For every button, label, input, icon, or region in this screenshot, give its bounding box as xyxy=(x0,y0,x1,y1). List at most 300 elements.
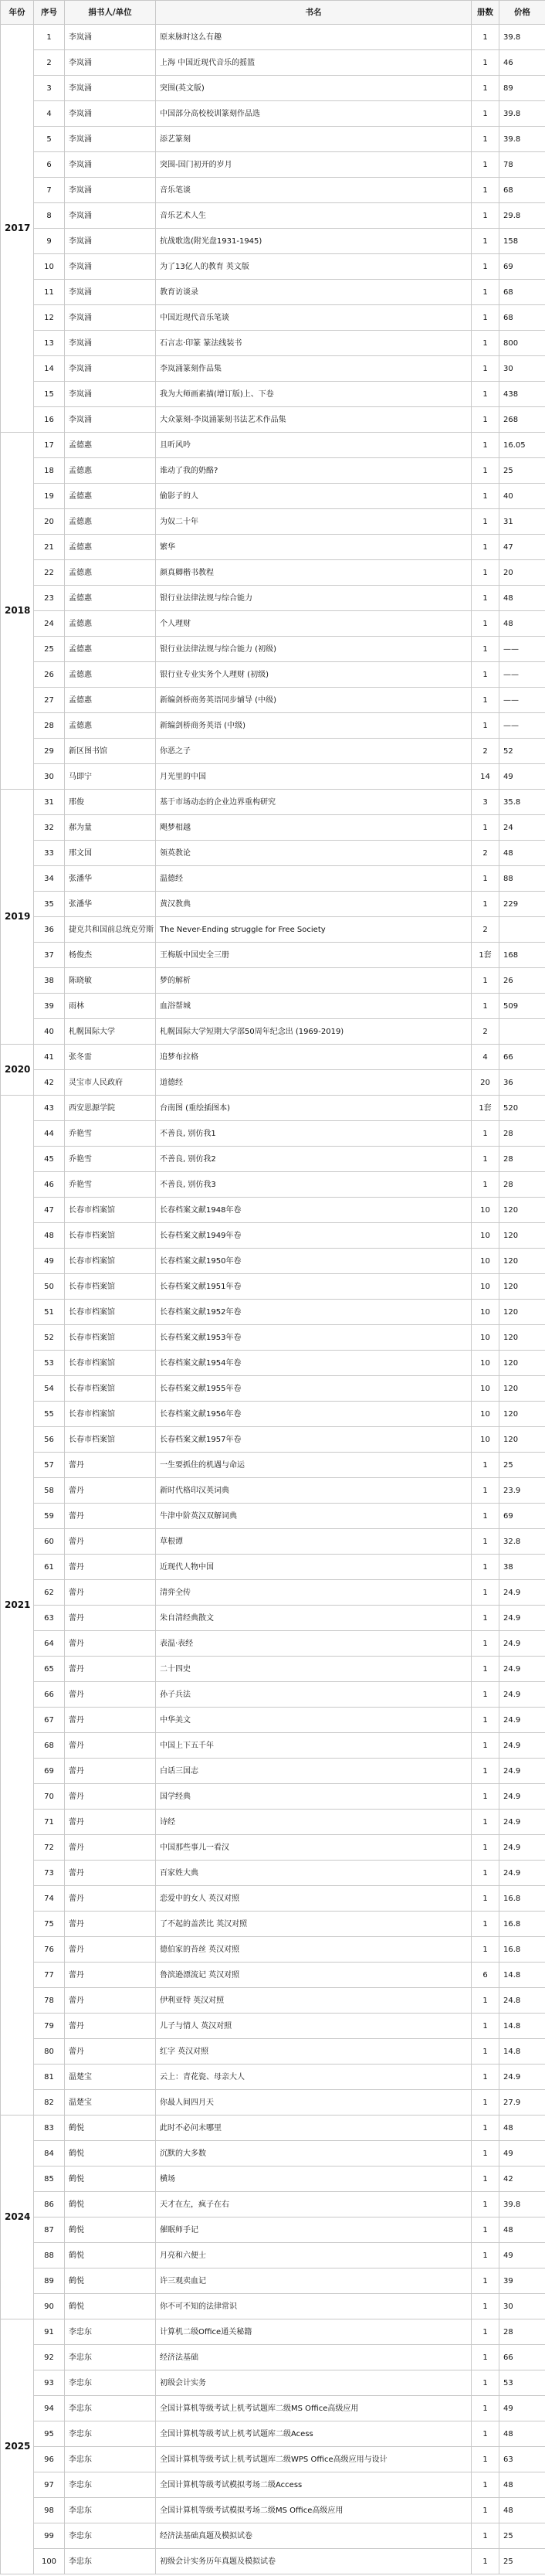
table-row xyxy=(1,611,545,637)
book-title-cell: 不善良, 别仿我2 xyxy=(156,1147,472,1172)
price-cell: 120 xyxy=(499,1402,545,1427)
price-cell: 35.8 xyxy=(499,790,545,815)
table-row xyxy=(1,1019,545,1045)
book-title-cell: 清弈全传 xyxy=(156,1580,472,1606)
row-no-cell: 26 xyxy=(34,662,65,688)
book-title-cell: 教育访谈录 xyxy=(156,280,472,305)
price-cell: 25 xyxy=(499,2523,545,2549)
table-row xyxy=(1,1096,545,1121)
price-cell: 39.8 xyxy=(499,2192,545,2217)
book-title-cell: 道德经 xyxy=(156,1070,472,1096)
book-title-cell: 全国计算机等级考试模拟考场二级MS Office高级应用 xyxy=(156,2498,472,2523)
price-cell: 49 xyxy=(499,2243,545,2268)
donor-cell: 鹤悦 xyxy=(65,2116,156,2141)
table-row xyxy=(1,1300,545,1325)
quantity-cell: 1 xyxy=(472,305,499,331)
table-row xyxy=(1,152,545,178)
donor-cell: 蕾丹 xyxy=(65,1759,156,1784)
row-no-cell: 77 xyxy=(34,1963,65,1988)
row-no-cell: 41 xyxy=(34,1045,65,1070)
donor-cell: 邢俊 xyxy=(65,790,156,815)
book-title-cell: 长春档案文献1955年卷 xyxy=(156,1376,472,1402)
book-title-cell: 朱自清经典散文 xyxy=(156,1606,472,1631)
book-title-cell: 札幌国际大学短期大学部50周年纪念出 (1969-2019) xyxy=(156,1019,472,1045)
price-cell: 229 xyxy=(499,892,545,917)
book-title-cell: 伊利亚特 英汉对照 xyxy=(156,1988,472,2014)
row-no-cell: 17 xyxy=(34,433,65,458)
table-row xyxy=(1,560,545,586)
row-no-cell: 3 xyxy=(34,76,65,101)
table-row xyxy=(1,331,545,356)
quantity-cell: 1 xyxy=(472,713,499,739)
donor-cell: 孟德惠 xyxy=(65,713,156,739)
donor-cell: 李忠东 xyxy=(65,2370,156,2396)
donor-cell: 李岚涌 xyxy=(65,203,156,229)
table-row xyxy=(1,2294,545,2319)
price-cell: 24.9 xyxy=(499,1759,545,1784)
price-cell: 438 xyxy=(499,382,545,407)
book-title-cell: 追梦布拉格 xyxy=(156,1045,472,1070)
price-cell: 68 xyxy=(499,305,545,331)
price-cell: 120 xyxy=(499,1325,545,1351)
table-row xyxy=(1,764,545,790)
donor-cell: 孟德惠 xyxy=(65,509,156,535)
price-cell: 24.9 xyxy=(499,1784,545,1810)
book-title-cell: 长春档案文献1953年卷 xyxy=(156,1325,472,1351)
quantity-cell: 3 xyxy=(472,790,499,815)
price-cell: 24.9 xyxy=(499,1708,545,1733)
price-cell: 509 xyxy=(499,994,545,1019)
price-cell: 49 xyxy=(499,2396,545,2421)
price-cell: —— xyxy=(499,688,545,713)
donor-cell: 长春市档案馆 xyxy=(65,1402,156,1427)
table-row xyxy=(1,1504,545,1529)
donor-cell: 鹤悦 xyxy=(65,2166,156,2192)
row-no-cell: 71 xyxy=(34,1810,65,1835)
book-title-cell: 二十四史 xyxy=(156,1657,472,1682)
price-cell: 520 xyxy=(499,1096,545,1121)
year-cell: 2018 xyxy=(1,433,34,790)
price-cell: 36 xyxy=(499,1070,545,1096)
quantity-cell: 1 xyxy=(472,229,499,254)
donor-cell: 灵宝市人民政府 xyxy=(65,1070,156,1096)
donor-cell: 李忠东 xyxy=(65,2345,156,2370)
price-cell: 14.8 xyxy=(499,2014,545,2039)
book-title-cell: 新编剑桥商务英语同步辅导 (中级) xyxy=(156,688,472,713)
row-no-cell: 50 xyxy=(34,1274,65,1300)
price-cell: 48 xyxy=(499,2116,545,2141)
price-cell: 28 xyxy=(499,1121,545,1147)
quantity-cell: 2 xyxy=(472,739,499,764)
table-row xyxy=(1,382,545,407)
book-title-cell: 黄汉教典 xyxy=(156,892,472,917)
header-row xyxy=(1,1,545,25)
table-row xyxy=(1,535,545,560)
price-cell: 49 xyxy=(499,2141,545,2166)
year-cell: 2017 xyxy=(1,25,34,433)
table-row xyxy=(1,2345,545,2370)
quantity-cell: 1套 xyxy=(472,943,499,968)
quantity-cell: 1 xyxy=(472,1912,499,1937)
price-cell: 24.9 xyxy=(499,1733,545,1759)
quantity-cell: 1 xyxy=(472,2243,499,2268)
table-row xyxy=(1,2039,545,2065)
table-row xyxy=(1,2141,545,2166)
book-title-cell: 飓梦相越 xyxy=(156,815,472,841)
table-row xyxy=(1,2396,545,2421)
row-no-cell: 31 xyxy=(34,790,65,815)
donor-cell: 孟德惠 xyxy=(65,662,156,688)
quantity-cell: 1 xyxy=(472,1580,499,1606)
table-row xyxy=(1,790,545,815)
row-no-cell: 49 xyxy=(34,1249,65,1274)
table-row xyxy=(1,2549,545,2574)
donor-cell: 蕾丹 xyxy=(65,1453,156,1478)
donor-cell: 蕾丹 xyxy=(65,1810,156,1835)
row-no-cell: 25 xyxy=(34,637,65,662)
row-no-cell: 67 xyxy=(34,1708,65,1733)
row-no-cell: 44 xyxy=(34,1121,65,1147)
donor-cell: 李岚涌 xyxy=(65,356,156,382)
price-cell: 16.8 xyxy=(499,1912,545,1937)
donor-cell: 鹤悦 xyxy=(65,2192,156,2217)
book-title-cell: 云上：青花瓷、母亲大人 xyxy=(156,2065,472,2090)
quantity-cell: 1 xyxy=(472,178,499,203)
row-no-cell: 24 xyxy=(34,611,65,637)
table-row xyxy=(1,586,545,611)
donor-cell: 鹤悦 xyxy=(65,2243,156,2268)
donor-cell: 孟德惠 xyxy=(65,688,156,713)
row-no-cell: 27 xyxy=(34,688,65,713)
price-cell: 32.8 xyxy=(499,1529,545,1555)
book-title-cell: 表温·表经 xyxy=(156,1631,472,1657)
donor-cell: 蕾丹 xyxy=(65,2039,156,2065)
row-no-cell: 89 xyxy=(34,2268,65,2294)
donor-cell: 鹤悦 xyxy=(65,2217,156,2243)
donor-cell: 长春市档案馆 xyxy=(65,1198,156,1223)
book-title-cell: 石言志·印篆 篆法线装书 xyxy=(156,331,472,356)
table-row xyxy=(1,2421,545,2447)
table-row xyxy=(1,968,545,994)
book-title-cell: 血浴帮城 xyxy=(156,994,472,1019)
quantity-cell: 10 xyxy=(472,1223,499,1249)
year-cell: 2024 xyxy=(1,2116,34,2319)
quantity-cell: 1 xyxy=(472,560,499,586)
donor-cell: 蕾丹 xyxy=(65,1555,156,1580)
donor-cell: 蕾丹 xyxy=(65,1708,156,1733)
quantity-cell: 1 xyxy=(472,1886,499,1912)
book-title-cell: 繁华 xyxy=(156,535,472,560)
book-title-cell: 台南图 (重绘插图本) xyxy=(156,1096,472,1121)
quantity-cell: 1 xyxy=(472,25,499,50)
quantity-cell: 1 xyxy=(472,2447,499,2472)
book-title-cell: 新编剑桥商务英语 (中级) xyxy=(156,713,472,739)
row-no-cell: 78 xyxy=(34,1988,65,2014)
row-no-cell: 94 xyxy=(34,2396,65,2421)
price-cell: —— xyxy=(499,662,545,688)
book-title-cell: 此时不必问未哪里 xyxy=(156,2116,472,2141)
table-row xyxy=(1,1937,545,1963)
book-title-cell: 你不可不知的法律常识 xyxy=(156,2294,472,2319)
book-title-cell: 不善良, 别仿我3 xyxy=(156,1172,472,1198)
book-title-cell: 红字 英汉对照 xyxy=(156,2039,472,2065)
quantity-cell: 1 xyxy=(472,866,499,892)
quantity-cell: 1 xyxy=(472,1504,499,1529)
table-row xyxy=(1,1402,545,1427)
book-title-cell: 大众篆刻-李岚涌篆刻书法艺术作品集 xyxy=(156,407,472,433)
table-row xyxy=(1,203,545,229)
price-cell: 28 xyxy=(499,1172,545,1198)
quantity-cell: 1 xyxy=(472,1529,499,1555)
table-row xyxy=(1,1580,545,1606)
donor-cell: 长春市档案馆 xyxy=(65,1300,156,1325)
donor-cell: 长春市档案馆 xyxy=(65,1376,156,1402)
book-title-cell: 计算机二级Office通关秘籍 xyxy=(156,2319,472,2345)
price-cell: 27.9 xyxy=(499,2090,545,2116)
donor-cell: 蕾丹 xyxy=(65,1937,156,1963)
quantity-cell: 1 xyxy=(472,509,499,535)
donor-cell: 李忠东 xyxy=(65,2447,156,2472)
book-title-cell: 全国计算机等级考试模拟考场二级Access xyxy=(156,2472,472,2498)
row-no-cell: 69 xyxy=(34,1759,65,1784)
row-no-cell: 83 xyxy=(34,2116,65,2141)
price-cell: 25 xyxy=(499,2549,545,2574)
table-row xyxy=(1,280,545,305)
table-row xyxy=(1,1657,545,1682)
donor-cell: 蕾丹 xyxy=(65,1733,156,1759)
header-year: 年份 xyxy=(1,1,34,25)
price-cell: 120 xyxy=(499,1427,545,1453)
quantity-cell: 1 xyxy=(472,1988,499,2014)
donor-cell: 孟德惠 xyxy=(65,458,156,484)
table-row xyxy=(1,994,545,1019)
donor-cell: 长春市档案馆 xyxy=(65,1249,156,1274)
donor-cell: 郝为量 xyxy=(65,815,156,841)
price-cell: 48 xyxy=(499,2421,545,2447)
table-row xyxy=(1,1121,545,1147)
quantity-cell: 1 xyxy=(472,688,499,713)
table-row xyxy=(1,739,545,764)
donor-cell: 李岚涌 xyxy=(65,305,156,331)
row-no-cell: 28 xyxy=(34,713,65,739)
donor-cell: 长春市档案馆 xyxy=(65,1223,156,1249)
table-row xyxy=(1,1733,545,1759)
table-row xyxy=(1,1351,545,1376)
donor-cell: 张潘华 xyxy=(65,892,156,917)
row-no-cell: 74 xyxy=(34,1886,65,1912)
row-no-cell: 40 xyxy=(34,1019,65,1045)
price-cell: 16.05 xyxy=(499,433,545,458)
quantity-cell: 10 xyxy=(472,1376,499,1402)
row-no-cell: 76 xyxy=(34,1937,65,1963)
quantity-cell: 4 xyxy=(472,1045,499,1070)
year-cell: 2025 xyxy=(1,2319,34,2574)
donor-cell: 蕾丹 xyxy=(65,1912,156,1937)
row-no-cell: 52 xyxy=(34,1325,65,1351)
table-row xyxy=(1,1453,545,1478)
donor-cell: 蕾丹 xyxy=(65,2014,156,2039)
table-row xyxy=(1,1172,545,1198)
row-no-cell: 54 xyxy=(34,1376,65,1402)
quantity-cell: 1 xyxy=(472,280,499,305)
donor-cell: 李岚涌 xyxy=(65,76,156,101)
table-row xyxy=(1,50,545,76)
donor-cell: 长春市档案馆 xyxy=(65,1325,156,1351)
row-no-cell: 15 xyxy=(34,382,65,407)
price-cell: 68 xyxy=(499,280,545,305)
quantity-cell: 1 xyxy=(472,2141,499,2166)
table-row xyxy=(1,917,545,943)
price-cell: 14.8 xyxy=(499,1963,545,1988)
book-title-cell: 长春档案文献1949年卷 xyxy=(156,1223,472,1249)
row-no-cell: 5 xyxy=(34,127,65,152)
price-cell: 800 xyxy=(499,331,545,356)
donor-cell: 乔艳雪 xyxy=(65,1121,156,1147)
book-title-cell: 百家姓大典 xyxy=(156,1861,472,1886)
table-row xyxy=(1,2192,545,2217)
row-no-cell: 85 xyxy=(34,2166,65,2192)
quantity-cell: 1 xyxy=(472,407,499,433)
row-no-cell: 88 xyxy=(34,2243,65,2268)
price-cell: 20 xyxy=(499,560,545,586)
donor-cell: 李岚涌 xyxy=(65,152,156,178)
price-cell: 39.8 xyxy=(499,25,545,50)
price-cell: 49 xyxy=(499,764,545,790)
row-no-cell: 18 xyxy=(34,458,65,484)
book-title-cell: 沉默的大多数 xyxy=(156,2141,472,2166)
price-cell: 24.9 xyxy=(499,1606,545,1631)
donor-cell: 李忠东 xyxy=(65,2396,156,2421)
donor-cell: 李岚涌 xyxy=(65,101,156,127)
donor-cell: 鹤悦 xyxy=(65,2268,156,2294)
row-no-cell: 9 xyxy=(34,229,65,254)
quantity-cell: 1 xyxy=(472,356,499,382)
quantity-cell: 1 xyxy=(472,1861,499,1886)
book-title-cell: 国学经典 xyxy=(156,1784,472,1810)
price-cell: —— xyxy=(499,637,545,662)
book-title-cell: 上海 中国近现代音乐的摇篮 xyxy=(156,50,472,76)
row-no-cell: 93 xyxy=(34,2370,65,2396)
donor-cell: 捷克共和国前总统克劳斯 xyxy=(65,917,156,943)
book-title-cell: 中华美文 xyxy=(156,1708,472,1733)
book-title-cell: The Never-Ending struggle for Free Society xyxy=(156,917,472,943)
table-row xyxy=(1,1045,545,1070)
book-title-cell: 全国计算机等级考试上机考试题库二级WPS Office高级应用与设计 xyxy=(156,2447,472,2472)
row-no-cell: 79 xyxy=(34,2014,65,2039)
donor-cell: 李岚涌 xyxy=(65,50,156,76)
price-cell: 24.9 xyxy=(499,2065,545,2090)
quantity-cell: 1 xyxy=(472,1835,499,1861)
book-title-cell: 天才在左，疯子在右 xyxy=(156,2192,472,2217)
row-no-cell: 14 xyxy=(34,356,65,382)
donor-cell: 李忠东 xyxy=(65,2523,156,2549)
quantity-cell: 1 xyxy=(472,152,499,178)
row-no-cell: 100 xyxy=(34,2549,65,2574)
price-cell: 39.8 xyxy=(499,101,545,127)
price-cell: 120 xyxy=(499,1351,545,1376)
year-cell: 2019 xyxy=(1,790,34,1045)
donor-cell: 孟德惠 xyxy=(65,637,156,662)
book-title-cell: 白话三国志 xyxy=(156,1759,472,1784)
quantity-cell: 1 xyxy=(472,637,499,662)
book-title-cell: 中国那些事儿一看汉 xyxy=(156,1835,472,1861)
row-no-cell: 70 xyxy=(34,1784,65,1810)
book-title-cell: 长春档案文献1956年卷 xyxy=(156,1402,472,1427)
row-no-cell: 55 xyxy=(34,1402,65,1427)
price-cell: 120 xyxy=(499,1249,545,1274)
row-no-cell: 99 xyxy=(34,2523,65,2549)
table-row xyxy=(1,1886,545,1912)
book-title-cell: 温德经 xyxy=(156,866,472,892)
price-cell: 23.9 xyxy=(499,1478,545,1504)
book-title-cell: 基于市场动态的企业边界重构研究 xyxy=(156,790,472,815)
donor-cell: 长春市档案馆 xyxy=(65,1427,156,1453)
donor-cell: 孟德惠 xyxy=(65,433,156,458)
row-no-cell: 96 xyxy=(34,2447,65,2472)
quantity-cell: 1 xyxy=(472,2549,499,2574)
book-title-cell: 银行业专业实务个人理财 (初级) xyxy=(156,662,472,688)
row-no-cell: 23 xyxy=(34,586,65,611)
quantity-cell: 1套 xyxy=(472,1096,499,1121)
table-row xyxy=(1,2065,545,2090)
row-no-cell: 51 xyxy=(34,1300,65,1325)
row-no-cell: 34 xyxy=(34,866,65,892)
donor-cell: 孟德惠 xyxy=(65,586,156,611)
quantity-cell: 10 xyxy=(472,1427,499,1453)
price-cell: 39 xyxy=(499,2268,545,2294)
quantity-cell: 1 xyxy=(472,815,499,841)
book-title-cell: 长春档案文献1954年卷 xyxy=(156,1351,472,1376)
book-title-cell: 抗战歌选(附光盘1931-1945) xyxy=(156,229,472,254)
row-no-cell: 59 xyxy=(34,1504,65,1529)
table-row xyxy=(1,2472,545,2498)
book-title-cell: 音乐笔谈 xyxy=(156,178,472,203)
row-no-cell: 64 xyxy=(34,1631,65,1657)
price-cell: 29.8 xyxy=(499,203,545,229)
book-title-cell: 全国计算机等级考试上机考试题库二级MS Office高级应用 xyxy=(156,2396,472,2421)
row-no-cell: 53 xyxy=(34,1351,65,1376)
row-no-cell: 73 xyxy=(34,1861,65,1886)
donor-cell: 雨林 xyxy=(65,994,156,1019)
book-title-cell: 牛津中阶英汉双解词典 xyxy=(156,1504,472,1529)
quantity-cell: 10 xyxy=(472,1249,499,1274)
table-row xyxy=(1,2498,545,2523)
quantity-cell: 1 xyxy=(472,1606,499,1631)
quantity-cell: 1 xyxy=(472,994,499,1019)
price-cell: 48 xyxy=(499,841,545,866)
quantity-cell: 1 xyxy=(472,2116,499,2141)
quantity-cell: 1 xyxy=(472,203,499,229)
row-no-cell: 21 xyxy=(34,535,65,560)
table-row xyxy=(1,305,545,331)
donor-cell: 邢文国 xyxy=(65,841,156,866)
book-title-cell: 诗经 xyxy=(156,1810,472,1835)
table-row xyxy=(1,356,545,382)
price-cell: 47 xyxy=(499,535,545,560)
row-no-cell: 35 xyxy=(34,892,65,917)
donor-cell: 蕾丹 xyxy=(65,1682,156,1708)
donor-cell: 长春市档案馆 xyxy=(65,1274,156,1300)
table-row xyxy=(1,25,545,50)
quantity-cell: 1 xyxy=(472,2421,499,2447)
quantity-cell: 1 xyxy=(472,50,499,76)
book-title-cell: 经济法基础真题及模拟试卷 xyxy=(156,2523,472,2549)
row-no-cell: 86 xyxy=(34,2192,65,2217)
table-row xyxy=(1,1427,545,1453)
book-title-cell: 近现代人物中国 xyxy=(156,1555,472,1580)
table-row xyxy=(1,433,545,458)
row-no-cell: 95 xyxy=(34,2421,65,2447)
